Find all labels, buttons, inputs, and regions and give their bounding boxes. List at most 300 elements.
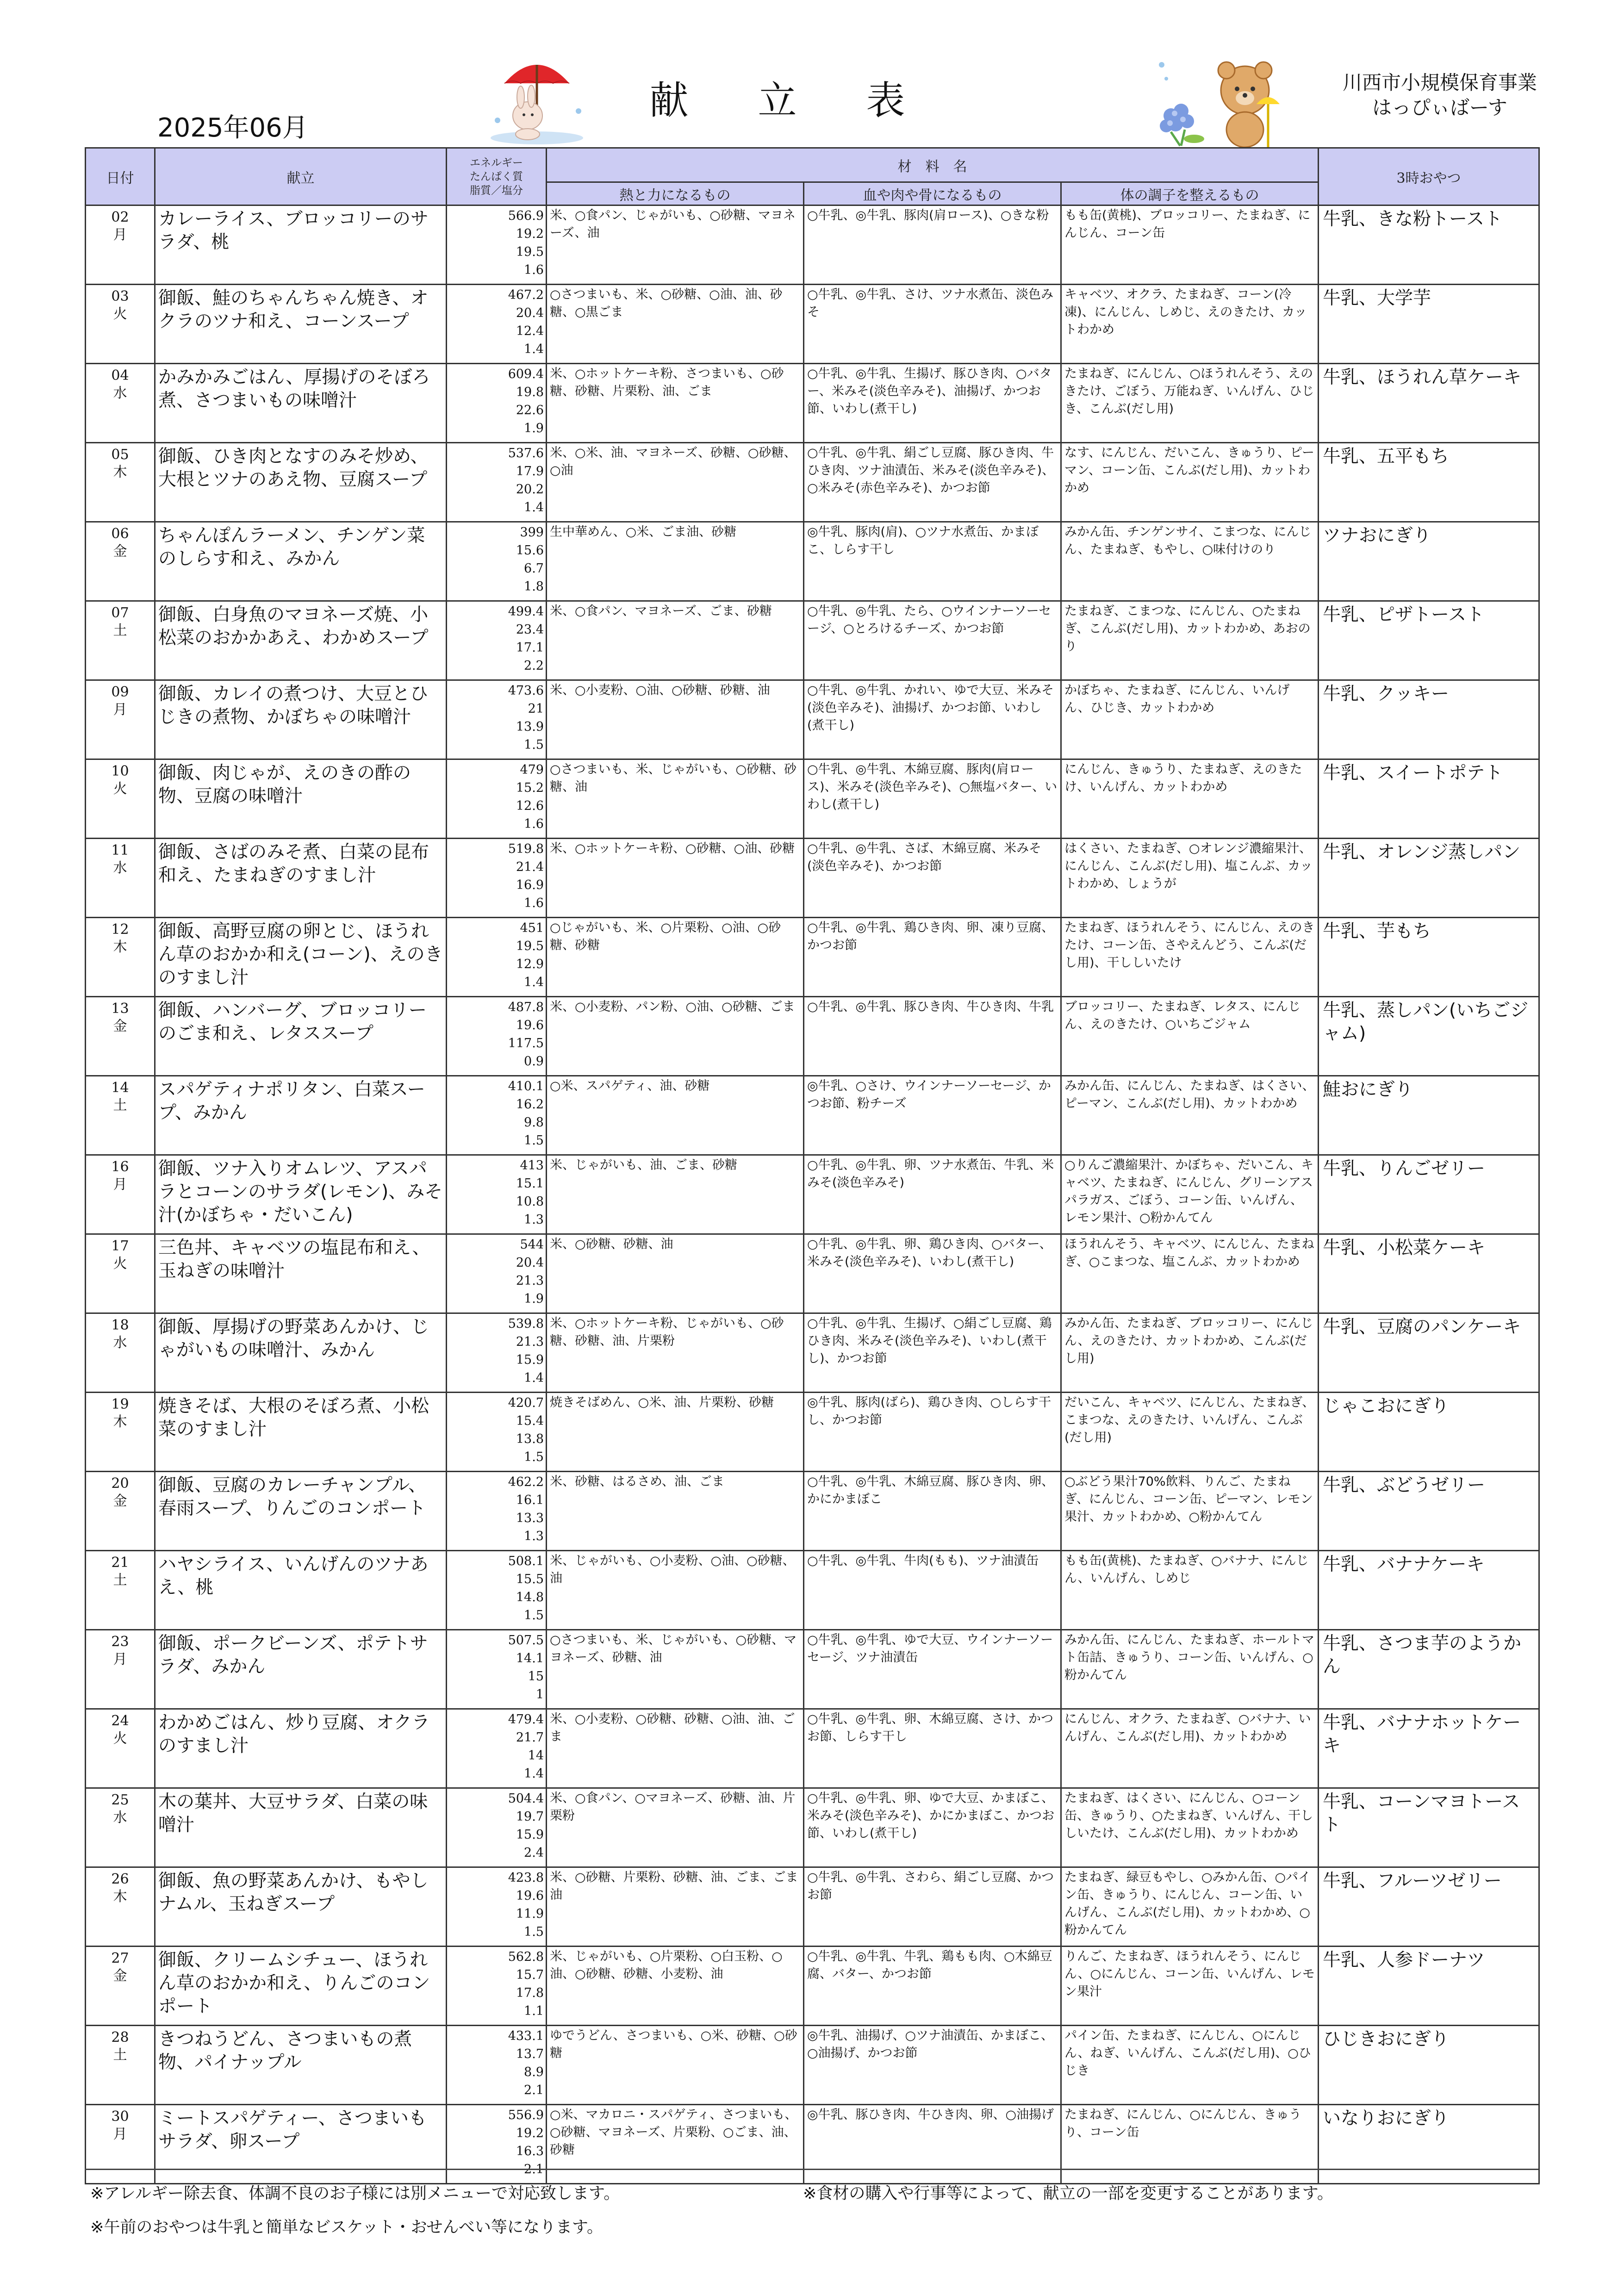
heat-ingredients: 米、○食パン、じゃがいも、○砂糖、マヨネーズ、油 [550, 208, 796, 240]
heat-ingredients: 米、○ホットケーキ粉、○砂糖、○油、砂糖 [550, 841, 795, 856]
protein-value: 15.1 [516, 1176, 544, 1191]
heat-ingredients-cell [547, 680, 804, 759]
blood-ingredients: ○牛乳、◎牛乳、鶏ひき肉、卵、凍り豆腐、かつお節 [807, 920, 1054, 952]
menu-text: 御飯、カレイの煮つけ、大豆とひじきの煮物、かぼちゃの味噌汁 [158, 684, 429, 728]
menu-text: 御飯、高野豆腐の卵とじ、ほうれん草のおかか和え(コーン)、えのきのすまし汁 [158, 921, 443, 988]
date-weekday: 火 [113, 781, 127, 797]
date-weekday: 月 [113, 227, 127, 243]
blood-ingredients: ◎牛乳、豚ひき肉、牛ひき肉、卵、○油揚げ [807, 2108, 1054, 2122]
menu-cell [155, 364, 447, 443]
menu-row [86, 1155, 1539, 1234]
fat-value: 8.9 [524, 2065, 544, 2079]
salt-value: 2.1 [524, 2162, 544, 2177]
blood-ingredients: ○牛乳、◎牛乳、卵、ゆで大豆、かまぼこ、米みそ(淡色辛みそ)、かにかまぼこ、かつお節、いわし(煮干し) [807, 1791, 1055, 1841]
body-ingredients: にんじん、きゅうり、たまねぎ、えのきたけ、いんげん、カットわかめ [1064, 762, 1302, 794]
body-ingredients: たまねぎ、にんじん、○ほうれんそう、えのきたけ、ごぼう、万能ねぎ、いんげん、ひじき、こんぶ(だし用) [1064, 367, 1314, 416]
menu-row [86, 2105, 1539, 2184]
menu-row [86, 918, 1539, 997]
header-nutrition-protein: たんぱく質 [470, 170, 523, 183]
header-nutrition-fat-salt: 脂質／塩分 [470, 184, 523, 197]
salt-value: 1.6 [524, 817, 544, 831]
menu-cell [155, 1076, 447, 1155]
fat-value: 10.8 [516, 1194, 544, 1209]
blood-ingredients: ○牛乳、◎牛乳、さわら、絹ごし豆腐、かつお節 [807, 1870, 1054, 1902]
heat-ingredients: 米、じゃがいも、油、ごま、砂糖 [550, 1158, 737, 1172]
salt-value: 1.1 [524, 2004, 544, 2018]
heat-ingredients: 焼きそばめん、○米、油、片栗粉、砂糖 [550, 1395, 774, 1410]
heat-ingredients-cell [547, 997, 804, 1076]
nutrition-cell [447, 1076, 547, 1155]
body-ingredients: みかん缶、たまねぎ、ブロッコリー、にんじん、えのきたけ、カットわかめ、こんぶ(だし用) [1064, 1316, 1313, 1366]
menu-text: 御飯、肉じゃが、えのきの酢の物、豆腐の味噌汁 [158, 763, 411, 807]
salt-value: 1.5 [524, 1925, 544, 1939]
nutrition-cell [447, 1393, 547, 1472]
title-char: 献 [649, 78, 758, 123]
menu-row [86, 522, 1539, 601]
menu-row [86, 364, 1539, 443]
protein-value: 14.1 [516, 1651, 544, 1666]
date-day: 28 [111, 2029, 129, 2046]
snack-cell [1319, 1393, 1539, 1472]
body-ingredients-cell [1061, 1709, 1319, 1788]
menu-cell [155, 522, 447, 601]
protein-value: 21 [528, 702, 544, 716]
blood-ingredients: ◎牛乳、豚肉(肩)、○ツナ水煮缶、かまぼこ、しらす干し [807, 525, 1039, 557]
date-day: 02 [111, 209, 129, 225]
salt-value: 1.3 [524, 1213, 544, 1227]
body-ingredients-cell [1061, 1630, 1319, 1709]
body-ingredients-cell [1061, 2026, 1319, 2105]
body-ingredients: もも缶(黄桃)、ブロッコリー、たまねぎ、にんじん、コーン缶 [1064, 208, 1311, 240]
heat-ingredients-cell [547, 285, 804, 364]
menu-row [86, 839, 1539, 918]
menu-cell [155, 1867, 447, 1947]
snack-text: 牛乳、フルーツゼリー [1323, 1871, 1502, 1891]
date-day: 24 [111, 1713, 129, 1729]
date-weekday: 木 [113, 464, 127, 480]
blood-ingredients: ◎牛乳、豚肉(ばら)、鶏ひき肉、○しらす干し、かつお節 [807, 1395, 1052, 1427]
snack-cell [1319, 1709, 1539, 1788]
month-label: 2025年06月 [157, 113, 308, 143]
body-ingredients: キャベツ、オクラ、たまねぎ、コーン(冷凍)、にんじん、しめじ、えのきたけ、カットわかめ [1064, 287, 1307, 337]
menu-text: 御飯、ツナ入りオムレツ、アスパラとコーンのサラダ(レモン)、みそ汁(かぼちゃ・だいこん) [158, 1158, 443, 1225]
menu-text: 焼きそば、大根のそぼろ煮、小松菜のすまし汁 [158, 1396, 429, 1440]
heat-ingredients: ○さつまいも、米、じゃがいも、○砂糖、マヨネーズ、砂糖、油 [550, 1633, 797, 1665]
protein-value: 19.5 [516, 939, 544, 953]
heat-ingredients: ○米、マカロニ・スパゲティ、さつまいも、○砂糖、マヨネーズ、片栗粉、○ごま、油、砂糖 [550, 2108, 797, 2157]
body-ingredients: ○りんご濃縮果汁、かぼちゃ、だいこん、キャベツ、たまねぎ、にんじん、グリーンアスパラガス、ごぼう、コーン缶、いんげん、レモン果汁、○粉かんてん [1064, 1158, 1314, 1225]
header-nutrition [447, 148, 547, 205]
blood-ingredients-cell [804, 839, 1061, 918]
body-ingredients: りんご、たまねぎ、ほうれんそう、にんじん、○にんじん、コーン缶、いんげん、レモン果汁 [1064, 1949, 1315, 1999]
salt-value: 1.6 [524, 896, 544, 910]
menu-text: 木の葉丼、大豆サラダ、白菜の味噌汁 [158, 1791, 428, 1835]
date-cell [86, 205, 155, 285]
menu-cell [155, 1234, 447, 1313]
heat-ingredients-cell [547, 1472, 804, 1551]
date-weekday: 火 [113, 306, 127, 322]
energy-value: 519.8 [508, 842, 544, 856]
date-weekday: 火 [113, 1256, 127, 1272]
snack-cell [1319, 1472, 1539, 1551]
header-menu: 献立 [155, 148, 447, 205]
date-weekday: 月 [113, 702, 127, 718]
blood-ingredients: ○牛乳、◎牛乳、豚肉(肩ロース)、○きな粉 [807, 208, 1049, 223]
blood-ingredients-cell [804, 205, 1061, 285]
snack-text: 牛乳、豆腐のパンケーキ [1323, 1317, 1521, 1337]
menu-row [86, 285, 1539, 364]
menu-cell [155, 601, 447, 680]
menu-cell [155, 1709, 447, 1788]
snack-text: 牛乳、ぶどうゼリー [1323, 1475, 1486, 1496]
menu-cell [155, 759, 447, 839]
menu-cell [155, 680, 447, 759]
fat-value: 117.5 [508, 1036, 544, 1051]
energy-value: 413 [520, 1158, 544, 1173]
protein-value: 15.4 [516, 1414, 544, 1428]
blood-ingredients-cell [804, 285, 1061, 364]
menu-row [86, 997, 1539, 1076]
nutrition-cell [447, 918, 547, 997]
menu-cell [155, 2026, 447, 2105]
protein-value: 19.8 [516, 385, 544, 399]
date-day: 30 [111, 2108, 129, 2125]
protein-value: 21.3 [516, 1335, 544, 1349]
salt-value: 1.5 [524, 1450, 544, 1464]
heat-ingredients: 米、○小麦粉、○砂糖、砂糖、○油、油、ごま [550, 1712, 795, 1744]
menu-text: 御飯、鮭のちゃんちゃん焼き、オクラのツナ和え、コーンスープ [158, 288, 429, 332]
heat-ingredients: 米、○ホットケーキ粉、さつまいも、○砂糖、砂糖、片栗粉、油、ごま [550, 367, 784, 398]
menu-cell [155, 1947, 447, 2026]
heat-ingredients-cell [547, 1630, 804, 1709]
protein-value: 15.5 [516, 1572, 544, 1586]
heat-ingredients-cell [547, 1313, 804, 1393]
menu-row [86, 759, 1539, 839]
date-day: 17 [111, 1238, 129, 1254]
menu-cell [155, 285, 447, 364]
snack-cell [1319, 918, 1539, 997]
header-nutrition-energy: エネルギー [470, 156, 523, 169]
body-ingredients: ○ぶどう果汁70%飲料、りんご、たまねぎ、にんじん、コーン缶、ピーマン、レモン果汁、カットわかめ、○粉かんてん [1064, 1474, 1313, 1524]
date-day: 10 [111, 763, 129, 779]
blood-ingredients: ○牛乳、◎牛乳、生揚げ、豚ひき肉、○バター、米みそ(淡色辛みそ)、油揚げ、かつお節、いわし(煮干し) [807, 367, 1052, 416]
date-weekday: 木 [113, 1414, 127, 1430]
menu-text: かみかみごはん、厚揚げのそぼろ煮、さつまいもの味噌汁 [158, 367, 430, 411]
snack-cell [1319, 1155, 1539, 1234]
body-ingredients-cell [1061, 1155, 1319, 1234]
date-day: 11 [111, 842, 129, 858]
body-ingredients-cell [1061, 1788, 1319, 1867]
salt-value: 1.3 [524, 1529, 544, 1543]
menu-cell [155, 918, 447, 997]
header-body: 体の調子を整えるもの [1061, 182, 1319, 205]
fat-value: 19.5 [516, 245, 544, 259]
fat-value: 14 [528, 1748, 544, 1763]
body-ingredients: みかん缶、チンゲンサイ、こまつな、にんじん、たまねぎ、もやし、○味付けのり [1064, 525, 1312, 557]
snack-cell [1319, 522, 1539, 601]
menu-row [86, 1788, 1539, 1867]
protein-value: 21.4 [516, 860, 544, 874]
blood-ingredients: ○牛乳、◎牛乳、卵、ツナ水煮缶、牛乳、米みそ(淡色辛みそ) [807, 1158, 1054, 1190]
menu-row [86, 443, 1539, 522]
blood-ingredients: ○牛乳、◎牛乳、牛肉(もも)、ツナ油漬缶 [807, 1554, 1039, 1568]
body-ingredients: みかん缶、にんじん、たまねぎ、はくさい、ピーマン、こんぶ(だし用)、カットわかめ [1064, 1079, 1315, 1111]
heat-ingredients-cell [547, 918, 804, 997]
blood-ingredients-cell [804, 601, 1061, 680]
energy-value: 609.4 [508, 367, 544, 381]
blood-ingredients: ○牛乳、◎牛乳、絹ごし豆腐、豚ひき肉、牛ひき肉、ツナ油漬缶、米みそ(淡色辛みそ)、○米みそ(赤色辛みそ)、かつお節 [807, 446, 1055, 495]
energy-value: 462.2 [508, 1475, 544, 1489]
date-weekday: 土 [113, 622, 127, 639]
body-ingredients: みかん缶、にんじん、たまねぎ、ホールトマト缶詰、きゅうり、コーン缶、いんげん、○粉かんてん [1064, 1633, 1314, 1682]
blood-ingredients: ○牛乳、◎牛乳、かれい、ゆで大豆、米みそ(淡色辛みそ)、油揚げ、かつお節、いわし(煮干し) [807, 683, 1054, 733]
energy-value: 537.6 [508, 446, 544, 460]
fat-value: 14.8 [516, 1590, 544, 1605]
date-cell [86, 997, 155, 1076]
menu-cell [155, 205, 447, 285]
body-ingredients: はくさい、たまねぎ、○オレンジ濃縮果汁、にんじん、こんぶ(だし用)、塩こんぶ、カットわかめ、しょうが [1064, 841, 1313, 891]
blood-ingredients-cell [804, 443, 1061, 522]
nutrition-cell [447, 1155, 547, 1234]
menu-text: 御飯、クリームシチュー、ほうれん草のおかか和え、りんごのコンポート [158, 1950, 430, 2017]
date-day: 19 [111, 1396, 129, 1412]
fat-value: 16.3 [516, 2144, 544, 2158]
heat-ingredients-cell [547, 1155, 804, 1234]
snack-cell [1319, 285, 1539, 364]
protein-value: 16.1 [516, 1493, 544, 1507]
heat-ingredients: 米、○米、油、マヨネーズ、砂糖、○砂糖、○油 [550, 446, 796, 478]
fat-value: 12.4 [516, 324, 544, 338]
energy-value: 423.8 [508, 1871, 544, 1885]
fat-value: 9.8 [524, 1115, 544, 1130]
snack-cell [1319, 1234, 1539, 1313]
blood-ingredients: ○牛乳、◎牛乳、たら、○ウインナーソーセージ、○とろけるチーズ、かつお節 [807, 604, 1052, 636]
date-day: 12 [111, 921, 129, 938]
nutrition-cell [447, 1709, 547, 1788]
protein-value: 23.4 [516, 622, 544, 637]
date-day: 27 [111, 1950, 129, 1966]
fat-value: 15.9 [516, 1828, 544, 1842]
heat-ingredients-cell [547, 1076, 804, 1155]
heat-ingredients-cell [547, 364, 804, 443]
heat-ingredients: 米、○食パン、○マヨネーズ、砂糖、油、片栗粉 [550, 1791, 796, 1823]
date-weekday: 土 [113, 2047, 127, 2063]
heat-ingredients: 生中華めん、○米、ごま油、砂糖 [550, 525, 737, 539]
title-char: 立 [758, 78, 866, 123]
snack-cell [1319, 1947, 1539, 2026]
date-day: 06 [111, 526, 129, 542]
snack-text: 牛乳、クッキー [1323, 684, 1450, 704]
nutrition-cell [447, 1551, 547, 1630]
salt-value: 1.4 [524, 342, 544, 356]
date-cell [86, 918, 155, 997]
heat-ingredients: ○さつまいも、米、○砂糖、○油、油、砂糖、○黒ごま [550, 287, 783, 319]
heat-ingredients: 米、○食パン、マヨネーズ、ごま、砂糖 [550, 604, 772, 618]
organization-line2: はっぴぃばーす [1372, 96, 1507, 119]
menu-cell [155, 1630, 447, 1709]
energy-value: 507.5 [508, 1633, 544, 1648]
menu-cell [155, 1313, 447, 1393]
snack-cell [1319, 680, 1539, 759]
body-ingredients-cell [1061, 1867, 1319, 1947]
nutrition-cell [447, 1867, 547, 1947]
blood-ingredients: ○牛乳、◎牛乳、生揚げ、○絹ごし豆腐、鶏ひき肉、米みそ(淡色辛みそ)、いわし(煮干し)、かつお節 [807, 1316, 1052, 1366]
snack-cell [1319, 2105, 1539, 2184]
date-day: 25 [111, 1792, 129, 1808]
snack-cell [1319, 759, 1539, 839]
salt-value: 1.6 [524, 263, 544, 277]
heat-ingredients-cell [547, 601, 804, 680]
heat-ingredients: 米、○小麦粉、パン粉、○油、○砂糖、ごま [550, 1000, 795, 1014]
nutrition-cell [447, 997, 547, 1076]
heat-ingredients-cell [547, 1788, 804, 1867]
date-cell [86, 522, 155, 601]
blood-ingredients: ○牛乳、◎牛乳、牛乳、鶏もも肉、○木綿豆腐、バター、かつお節 [807, 1949, 1052, 1981]
blood-ingredients-cell [804, 1076, 1061, 1155]
blood-ingredients-cell [804, 1234, 1061, 1313]
heat-ingredients-cell [547, 522, 804, 601]
date-weekday: 月 [113, 1651, 127, 1667]
energy-value: 433.1 [508, 2029, 544, 2043]
nutrition-cell [447, 1630, 547, 1709]
salt-value: 1 [535, 1687, 544, 1702]
snack-cell [1319, 364, 1539, 443]
menu-text: 御飯、白身魚のマヨネーズ焼、小松菜のおかかあえ、わかめスープ [158, 604, 429, 648]
date-cell [86, 1551, 155, 1630]
date-cell [86, 1709, 155, 1788]
energy-value: 504.4 [508, 1791, 544, 1806]
header-blood: 血や肉や骨になるもの [804, 182, 1061, 205]
blood-ingredients-cell [804, 918, 1061, 997]
snack-cell [1319, 2026, 1539, 2105]
menu-table [85, 147, 1540, 2184]
blood-ingredients-cell [804, 522, 1061, 601]
salt-value: 2.2 [524, 659, 544, 673]
menu-row [86, 1313, 1539, 1393]
footer-note-allergy: ※アレルギー除去食、体調不良のお子様には別メニューで対応致します。 [90, 2184, 620, 2203]
energy-value: 556.9 [508, 2108, 544, 2122]
menu-text: ハヤシライス、いんげんのツナあえ、桃 [158, 1554, 429, 1598]
date-day: 03 [111, 288, 129, 305]
date-day: 18 [111, 1317, 129, 1333]
snack-cell [1319, 601, 1539, 680]
protein-value: 13.7 [516, 2047, 544, 2061]
heat-ingredients-cell [547, 1947, 804, 2026]
salt-value: 1.9 [524, 1292, 544, 1306]
organization-line1: 川西市小規模保育事業 [1342, 71, 1537, 94]
date-day: 07 [111, 605, 129, 621]
heat-ingredients: ○さつまいも、米、じゃがいも、○砂糖、砂糖、油 [550, 762, 797, 794]
nutrition-cell [447, 1947, 547, 2026]
menu-row [86, 601, 1539, 680]
body-ingredients-cell [1061, 1393, 1319, 1472]
protein-value: 17.9 [516, 464, 544, 479]
menu-text: スパゲティナポリタン、白菜スープ、みかん [158, 1079, 425, 1123]
heat-ingredients: ゆでうどん、さつまいも、○米、砂糖、○砂糖 [550, 2028, 797, 2060]
body-ingredients: ほうれんそう、キャベツ、にんじん、たまねぎ、○こまつな、塩こんぶ、カットわかめ [1064, 1237, 1314, 1269]
heat-ingredients: 米、じゃがいも、○小麦粉、○油、○砂糖、油 [550, 1554, 795, 1586]
heat-ingredients-cell [547, 1709, 804, 1788]
menu-text: ちゃんぽんラーメン、チンゲン菜のしらす和え、みかん [158, 525, 425, 569]
bear-hydrangea-illustration [1152, 46, 1287, 153]
body-ingredients: たまねぎ、こまつな、にんじん、○たまねぎ、こんぶ(だし用)、カットわかめ、あおのり [1064, 604, 1311, 653]
footer-note-change: ※食材の購入や行事等によって、献立の一部を変更することがあります。 [803, 2184, 1333, 2203]
date-weekday: 土 [113, 1572, 127, 1588]
date-weekday: 金 [113, 543, 127, 560]
body-ingredients: たまねぎ、はくさい、にんじん、○コーン缶、きゅうり、○たまねぎ、いんげん、干ししいたけ、こんぶ(だし用)、カットわかめ [1064, 1791, 1313, 1841]
body-ingredients-cell [1061, 601, 1319, 680]
protein-value: 19.2 [516, 227, 544, 241]
blood-ingredients-cell [804, 1313, 1061, 1393]
body-ingredients: たまねぎ、緑豆もやし、○みかん缶、○パイン缶、きゅうり、にんじん、コーン缶、いんげん、こんぶ(だし用)、カットわかめ、○粉かんてん [1064, 1870, 1311, 1937]
menu-row [86, 1076, 1539, 1155]
date-cell [86, 364, 155, 443]
title-char: 表 [866, 78, 975, 123]
body-ingredients-cell [1061, 997, 1319, 1076]
blood-ingredients-cell [804, 1551, 1061, 1630]
heat-ingredients: 米、○ホットケーキ粉、じゃがいも、○砂糖、砂糖、油、片栗粉 [550, 1316, 784, 1348]
header-heat: 熱と力になるもの [547, 182, 804, 205]
footer-note-snack: ※午前のおやつは牛乳と簡単なビスケット・おせんべい等になります。 [90, 2218, 604, 2237]
menu-row [86, 680, 1539, 759]
nutrition-cell [447, 1788, 547, 1867]
date-cell [86, 1234, 155, 1313]
salt-value: 1.9 [524, 421, 544, 435]
date-cell [86, 1076, 155, 1155]
fat-value: 21.3 [516, 1274, 544, 1288]
blood-ingredients-cell [804, 680, 1061, 759]
energy-value: 544 [520, 1238, 544, 1252]
blood-ingredients-cell [804, 1947, 1061, 2026]
energy-value: 499.4 [508, 604, 544, 619]
body-ingredients: かぼちゃ、たまねぎ、にんじん、いんげん、ひじき、カットわかめ [1064, 683, 1290, 715]
date-day: 09 [111, 684, 129, 700]
snack-text: じゃこおにぎり [1323, 1396, 1450, 1417]
nutrition-cell [447, 1234, 547, 1313]
body-ingredients-cell [1061, 1234, 1319, 1313]
menu-cell [155, 1393, 447, 1472]
energy-value: 451 [520, 921, 544, 935]
protein-value: 15.2 [516, 781, 544, 795]
fat-value: 16.9 [516, 878, 544, 892]
fat-value: 17.8 [516, 1986, 544, 2000]
menu-row [86, 1947, 1539, 2026]
blood-ingredients-cell [804, 1472, 1061, 1551]
menu-cell [155, 1155, 447, 1234]
date-weekday: 木 [113, 1889, 127, 1905]
blood-ingredients-cell [804, 1630, 1061, 1709]
menu-text: カレーライス、ブロッコリーのサラダ、桃 [158, 209, 429, 253]
salt-value: 1.8 [524, 579, 544, 594]
snack-text: 牛乳、りんごゼリー [1323, 1158, 1486, 1179]
menu-row [86, 1709, 1539, 1788]
date-weekday: 金 [113, 1018, 127, 1034]
heat-ingredients-cell [547, 1234, 804, 1313]
menu-text: ミートスパゲティー、さつまいもサラダ、卵スープ [158, 2108, 427, 2152]
fat-value: 12.6 [516, 799, 544, 813]
snack-cell [1319, 1076, 1539, 1155]
energy-value: 473.6 [508, 684, 544, 698]
blood-ingredients-cell [804, 364, 1061, 443]
snack-text: 牛乳、スイートポテト [1323, 763, 1503, 784]
snack-cell [1319, 1551, 1539, 1630]
menu-text: きつねうどん、さつまいもの煮物、パイナップル [158, 2029, 412, 2073]
nutrition-cell [447, 522, 547, 601]
menu-cell [155, 839, 447, 918]
fat-value: 20.2 [516, 482, 544, 497]
heat-ingredients-cell [547, 1867, 804, 1947]
body-ingredients-cell [1061, 680, 1319, 759]
